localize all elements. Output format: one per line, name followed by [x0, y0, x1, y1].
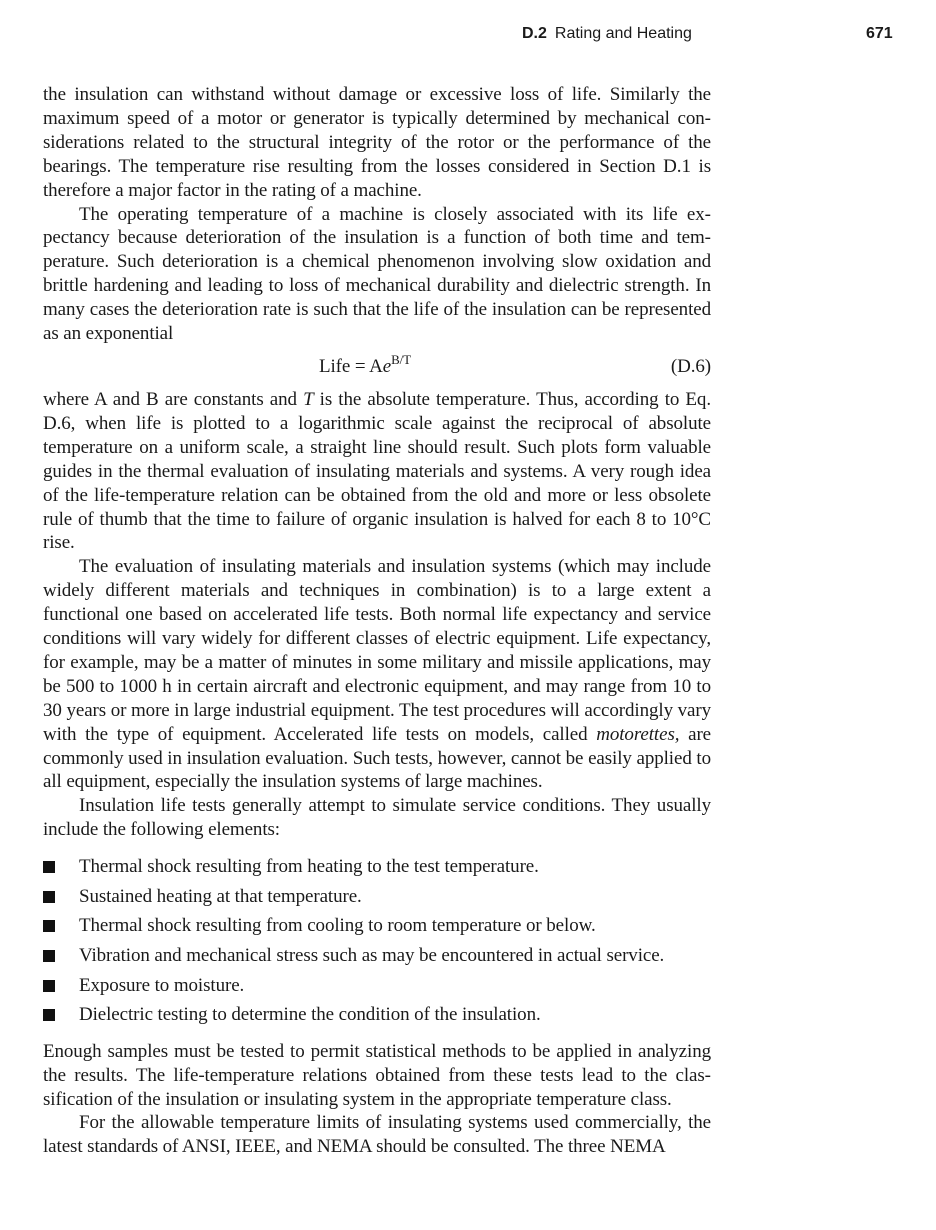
- page-number: 671: [866, 25, 893, 42]
- square-bullet-icon: [43, 891, 55, 903]
- equation-d6: [43, 349, 711, 383]
- temperature-variable: T: [303, 388, 314, 410]
- equation-number: (D.6): [670, 355, 711, 377]
- paragraph-3-part-a: where A and B are constants and: [43, 388, 304, 410]
- paragraph-4: [43, 555, 711, 794]
- paragraph-4-part-b: are commonly used in insulation evaluation. Such tests, however, cannot be easily applied to all equipment, especially the insulation systems of large machines.: [43, 723, 712, 793]
- list-item-text: Sustained heating at that temperature.: [79, 885, 362, 907]
- equation-coefficient: A: [369, 355, 383, 377]
- list-item: [43, 911, 711, 941]
- equation-lhs: Life: [319, 355, 351, 377]
- equation-body: [319, 351, 412, 379]
- paragraph-5: Insulation life tests generally attempt to simulate service conditions. They usually include the following elements:: [43, 795, 711, 841]
- equation-exponent: B/T: [391, 351, 412, 367]
- paragraph-4-part-a: The evaluation of insulating materials and insulation systems (which may include widely different materials and techniques in combination) is to a large extent a functional one based on accelerated life tests. Both normal life expectancy and service conditions will vary widely for different classes of electric equipment. Life expectancy, for example, may be a matter of minutes in some military and missile applications, may be 500 to 1000 h in certain aircraft and electronic equipment, and may range from 10 to 30 years or more in large industrial equipment. The test procedures will accordingly vary with the type of equipment. Accelerated life tests on models, called: [43, 556, 711, 745]
- list-item-text: Exposure to moisture.: [79, 974, 245, 996]
- body-text: [43, 83, 711, 1159]
- list-item-text: Vibration and mechanical stress such as may be encountered in actual service.: [79, 944, 665, 966]
- list-item-text: Dielectric testing to determine the condition of the insulation.: [79, 1004, 541, 1026]
- paragraph-3-part-b: is the absolute temperature. Thus, according to Eq. D.6, when life is plotted to a logarithmic scale against the reciprocal of absolute temperature on a uniform scale, a straight line should result. Such plots form valuable guides in the thermal evaluation of insulating materials and systems. A very rough idea of the life-temperature relation can be obtained from the old and more or less obsolete rule of thumb that the time to failure of organic insulation is halved for each 8 to 10°C rise.: [43, 388, 711, 554]
- list-item: [43, 882, 711, 912]
- square-bullet-icon: [43, 1009, 55, 1021]
- square-bullet-icon: [43, 861, 55, 873]
- equation-base: e: [382, 355, 392, 377]
- running-header: [0, 25, 936, 49]
- section-title: Rating and Heating: [554, 25, 692, 42]
- section-number: D.2: [522, 25, 547, 42]
- equation-equals: =: [350, 355, 370, 377]
- list-item-text: Thermal shock resulting from heating to the test temperature.: [79, 856, 539, 878]
- list-item-text: Thermal shock resulting from cooling to room temperature or below.: [79, 915, 596, 937]
- square-bullet-icon: [43, 920, 55, 932]
- paragraph-3: [43, 388, 711, 555]
- paragraph-1: the insulation can withstand without damage or excessive loss of life. Similarly the maximum speed of a motor or generator is typically determined by mechanical considerations related to the structural integrity of the rotor or the performance of the bearings. The temperature rise resulting from the losses considered in Section D.1 is therefore a major factor in the rating of a machine.: [43, 84, 711, 201]
- motorettes-term: motorettes,: [596, 723, 680, 745]
- list-item: [43, 941, 711, 971]
- paragraph-2: The operating temperature of a machine is closely associated with its life expectancy because deterioration of the insulation is a function of both time and temperature. Such deterioration is a chemical phenomenon involving slow oxidation and brittle hardening and leading to loss of mechanical durability and dielectric strength. In many cases the deterioration rate is such that the life of the insulation can be represented as an exponential: [43, 203, 711, 345]
- square-bullet-icon: [43, 980, 55, 992]
- list-item: [43, 971, 711, 1001]
- square-bullet-icon: [43, 950, 55, 962]
- paragraph-7: For the allowable temperature limits of insulating systems used commercially, the latest standards of ANSI, IEEE, and NEMA should be consulted. The three NEMA: [43, 1112, 711, 1158]
- test-elements-list: [43, 852, 711, 1030]
- list-item: [43, 1000, 711, 1030]
- paragraph-6: Enough samples must be tested to permit statistical methods to be applied in analyzing the results. The life-temperature relations obtained from these tests lead to the classification of the insulation or insulating system in the appropriate temperature class.: [43, 1040, 711, 1110]
- list-item: [43, 852, 711, 882]
- section-heading: [522, 25, 692, 43]
